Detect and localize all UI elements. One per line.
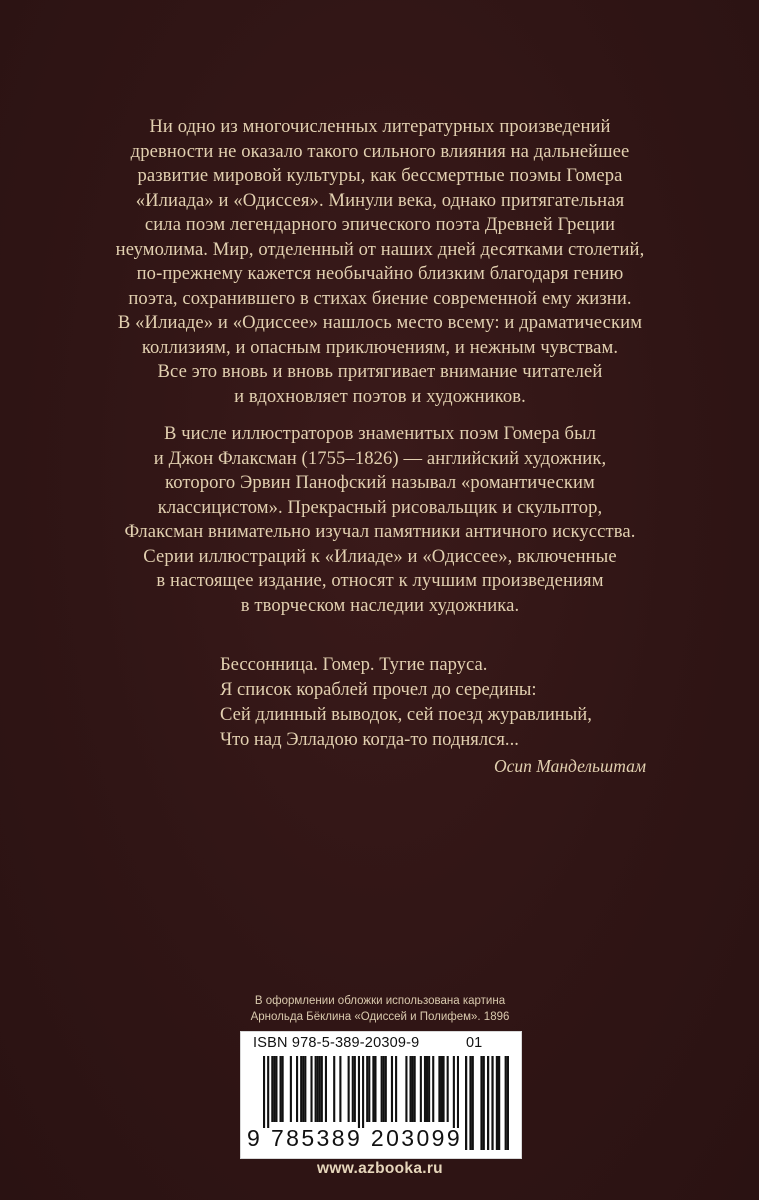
paragraph-line: В числе иллюстраторов знаменитых поэм Гомера был: [163, 423, 597, 444]
barcode-bar: [420, 1056, 422, 1122]
barcode-addon-bar: [496, 1056, 498, 1150]
barcode-bar: [438, 1056, 440, 1122]
barcode-bar: [405, 1056, 407, 1122]
barcode-addon-bar: [487, 1056, 489, 1150]
credit-line: В оформлении обложки использована картина: [254, 995, 506, 1007]
poem-line: Сей длинный выводок, сей поезд журавлиный,: [220, 704, 592, 725]
poem-line: Я список кораблей прочел до середины:: [220, 679, 537, 700]
barcode-addon-bar: [472, 1056, 474, 1150]
barcode-addon-bar: [465, 1056, 467, 1150]
barcode-bar: [352, 1056, 354, 1122]
barcode-bar: [409, 1056, 411, 1122]
poem-line: Что над Элладою когда-то поднялся...: [220, 729, 519, 750]
paragraph-line: по-прежнему кажется необычайно близким благодаря гению: [136, 263, 624, 284]
barcode-bar: [319, 1056, 321, 1122]
paragraph-line: коллизиям, и опасным приключениям, и нежным чувствам.: [141, 336, 619, 358]
barcode-bar: [432, 1056, 434, 1122]
barcode-addon-bar: [483, 1056, 485, 1150]
barcode-bar: [368, 1056, 370, 1122]
barcode-bar: [333, 1056, 335, 1122]
barcode-bar: [395, 1056, 397, 1122]
paragraph-line: сила поэм легендарного эпического поэта Древней Греции: [144, 214, 616, 235]
isbn-barcode: [240, 1031, 522, 1159]
barcode-bar: [317, 1056, 319, 1122]
barcode-bar: [321, 1056, 323, 1122]
paragraph-line: древности не оказало такого сильного влияния на дальнейшее: [130, 140, 630, 162]
paragraph-line: развитие мировой культуры, как бессмертные поэмы Гомера: [137, 165, 623, 186]
barcode-bar: [366, 1056, 368, 1122]
barcode-bar: [391, 1056, 393, 1122]
barcode-bar: [447, 1056, 449, 1122]
barcode-bar: [442, 1056, 444, 1122]
barcode-bar: [381, 1056, 383, 1122]
paragraph-line: классицистом». Прекрасный рисовальщик и скульптор,: [157, 496, 603, 518]
paragraph-line: Ни одно из многочисленных литературных произведений: [149, 116, 611, 137]
barcode-bar: [428, 1056, 430, 1122]
paragraph-line: Все это вновь и вновь притягивает внимание читателей: [157, 361, 603, 382]
paragraph-line: и вдохновляет поэтов и художников.: [234, 385, 526, 407]
barcode-bar: [426, 1056, 428, 1122]
barcode-bar: [385, 1056, 387, 1122]
barcode-bar: [302, 1056, 304, 1122]
paragraph-line: которого Эрвин Панофский называл «романтическим: [165, 472, 595, 493]
barcode-bar: [267, 1056, 269, 1128]
barcode-bar: [271, 1056, 273, 1122]
barcode-addon-bars: [465, 1056, 509, 1150]
barcode-addon-bar: [505, 1056, 507, 1150]
barcode-addon-label: 01: [466, 1035, 483, 1051]
isbn-label: ISBN 978-5-389-20309-9: [253, 1035, 420, 1051]
barcode-bar: [282, 1056, 284, 1122]
barcode-bars: [263, 1056, 459, 1128]
barcode-bar: [273, 1056, 275, 1122]
description-paragraph-1: [70, 115, 690, 409]
paragraph-line: «Илиада» и «Одиссея». Минули века, однако притягательная: [135, 189, 625, 211]
barcode-bar: [290, 1056, 292, 1122]
barcode-addon-bar: [469, 1056, 471, 1150]
barcode-bar: [374, 1056, 376, 1122]
barcode-bar: [412, 1056, 414, 1122]
barcode-bar: [296, 1056, 298, 1122]
barcode-bar: [362, 1056, 364, 1128]
barcode-digits: 9 785389 203099: [247, 1125, 463, 1151]
poem-line: Бессонница. Гомер. Тугие паруса.: [220, 654, 488, 675]
paragraph-line: неумолима. Мир, отделенный от наших дней десятками столетий,: [115, 238, 645, 260]
paragraph-line: поэта, сохранившего в стихах биение современной ему жизни.: [128, 287, 632, 309]
barcode-addon-bar: [507, 1056, 509, 1150]
barcode-bar: [354, 1056, 356, 1122]
barcode-bar: [383, 1056, 385, 1122]
paragraph-line: в творческом наследии художника.: [240, 594, 520, 616]
barcode-bar: [424, 1056, 426, 1122]
description-paragraph-2: [70, 422, 690, 618]
paragraph-line: в настоящее издание, относят к лучшим произведениям: [156, 570, 604, 591]
poem-author: Осип Мандельштам: [493, 756, 646, 776]
barcode-bar: [315, 1056, 317, 1122]
barcode-bar: [310, 1056, 312, 1122]
barcode-bar: [440, 1056, 442, 1122]
barcode-bar: [304, 1056, 306, 1122]
barcode-addon-bar: [491, 1056, 493, 1150]
barcode-bar: [453, 1056, 455, 1128]
barcode-bar: [358, 1056, 360, 1128]
barcode-bar: [372, 1056, 374, 1122]
barcode-bar: [339, 1056, 341, 1122]
barcode-bar: [457, 1056, 459, 1128]
barcode-addon-bar: [480, 1056, 482, 1150]
cover-art-credit: [200, 993, 560, 1025]
barcode-bar: [325, 1056, 327, 1122]
paragraph-line: Серии иллюстраций к «Илиаде» и «Одиссее», включенные: [143, 545, 617, 567]
barcode-bar: [263, 1056, 265, 1128]
publisher-website: www.azbooka.ru: [317, 1160, 443, 1177]
barcode-bar: [280, 1056, 282, 1122]
barcode-bar: [300, 1056, 302, 1122]
barcode-addon-bar: [498, 1056, 500, 1150]
paragraph-line: и Джон Флаксман (1755–1826) — английский художник,: [153, 447, 607, 469]
paragraph-line: Флаксман внимательно изучал памятники античного искусства.: [124, 521, 636, 542]
barcode-bar: [275, 1056, 277, 1122]
barcode-bar: [414, 1056, 416, 1122]
paragraph-line: В «Илиаде» и «Одиссее» нашлось место всему: и драматическим: [117, 312, 643, 333]
credit-line: Арнольда Бёклина «Одиссей и Полифем». 1896: [250, 1011, 510, 1023]
epigraph-poem: [220, 652, 680, 779]
barcode-bar: [348, 1056, 350, 1122]
